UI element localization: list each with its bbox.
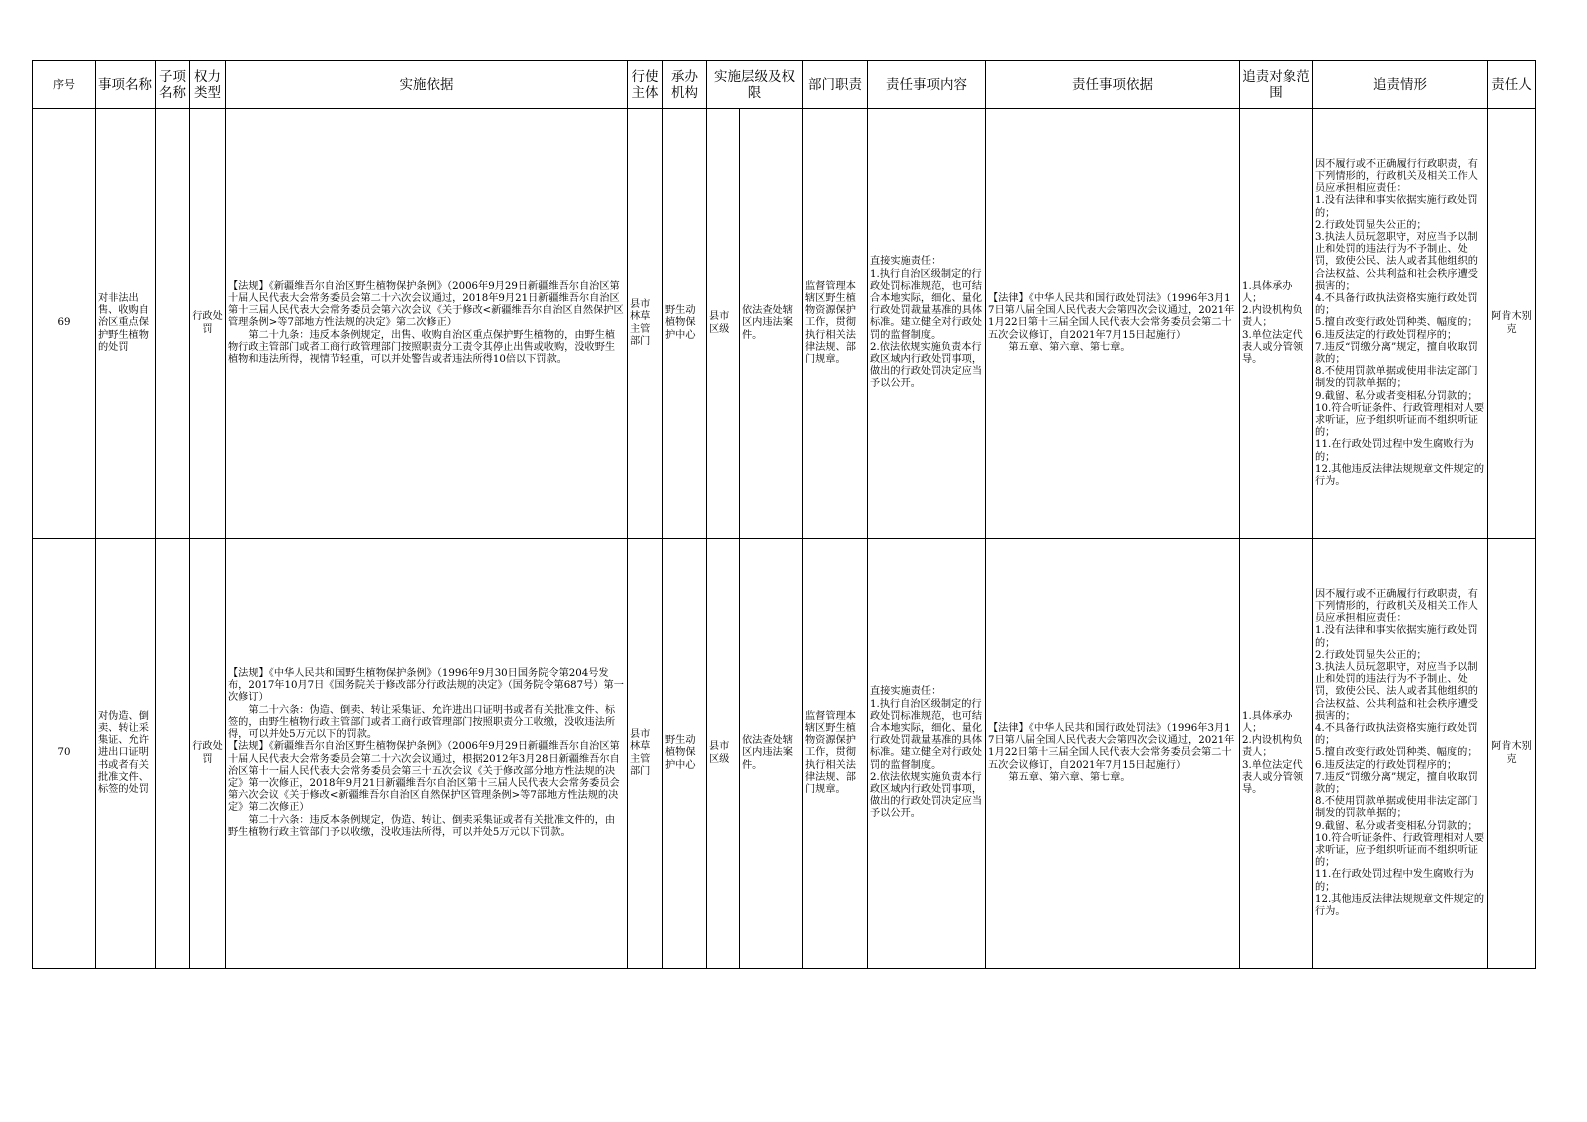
cell-target: 1.具体承办人； 2.内设机构负责人； 3.单位法定代表人或分管领导。 — [1240, 109, 1313, 539]
cell-power-type: 行政处罚 — [190, 109, 226, 539]
cell-agency: 野生动植物保护中心 — [663, 109, 707, 539]
header-level: 实施层级及权限 — [707, 61, 803, 109]
cell-item-name: 对伪造、倒卖、转让采集证、允许进出口证明书或者有关批准文件、标签的处罚 — [96, 539, 156, 969]
header-duty: 部门职责 — [803, 61, 868, 109]
cell-person: 阿肯木别克 — [1488, 109, 1536, 539]
cell-seq: 70 — [33, 539, 96, 969]
cell-item-name: 对非法出售、收购自治区重点保护野生植物的处罚 — [96, 109, 156, 539]
cell-duty: 监督管理本辖区野生植物资源保护工作，贯彻执行相关法律法规、部门规章。 — [803, 539, 868, 969]
cell-situation: 因不履行或不正确履行行政职责，有下列情形的，行政机关及相关工作人员应承担相应责任： 1.没有法律和事实依据实施行政处罚的； 2.行政处罚显失公正的； 3.执法人员玩忽职守，对应当予以制止和处罚的违法行为不予制止、处罚，致使公民、法人或者其他组织的合法权益、公共利益和社会秩序遭受损害的； 4.不具备行政执法资格实施行政处罚的； 5.擅自改变行政处罚种类、幅度的； 6.违反法定的行政处罚程序的； 7.违反“罚缴分离”规定，擅自收取罚款的； 8.不使用罚款单据或使用非法定部门制发的罚款单据的； 9.截留、私分或者变相私分罚款的； 10.符合听证条件、行政管理相对人要求听证，应予组织听证而不组织听证的； 11.在行政处罚过程中发生腐败行为的； 12.其他违反法律法规规章文件规定的行为。 — [1313, 109, 1488, 539]
responsibility-table — [32, 60, 1536, 969]
header-resp-content: 责任事项内容 — [868, 61, 986, 109]
header-power-type: 权力类型 — [190, 61, 226, 109]
table-row — [33, 109, 1536, 539]
cell-target: 1.具体承办人； 2.内设机构负责人； 3.单位法定代表人或分管领导。 — [1240, 539, 1313, 969]
header-agency: 承办机构 — [663, 61, 707, 109]
cell-resp-basis: 【法律】《中华人民共和国行政处罚法》（1996年3月17日第八届全国人民代表大会第四次会议通过，2021年1月22日第十三届全国人民代表大会常务委员会第二十五次会议修订，自2021年7月15日起施行） 第五章、第六章、第七章。 — [986, 109, 1240, 539]
cell-seq: 69 — [33, 109, 96, 539]
header-row — [33, 61, 1536, 109]
header-sub-item: 子项名称 — [156, 61, 190, 109]
header-seq: 序号 — [33, 61, 96, 109]
cell-subject: 县市林草主管部门 — [628, 539, 663, 969]
cell-resp-basis: 【法律】《中华人民共和国行政处罚法》（1996年3月17日第八届全国人民代表大会第四次会议通过，2021年1月22日第十三届全国人民代表大会常务委员会第二十五次会议修订，自2021年7月15日起施行） 第五章、第六章、第七章。 — [986, 539, 1240, 969]
table-row — [33, 539, 1536, 969]
cell-agency: 野生动植物保护中心 — [663, 539, 707, 969]
cell-resp-content: 直接实施责任： 1.执行自治区级制定的行政处罚标准规范，也可结合本地实际，细化、量化行政处罚裁量基准的具体标准。建立健全对行政处罚的监督制度。 2.依法依规实施负责本行政区域内行政处罚事项，做出的行政处罚决定应当予以公开。 — [868, 539, 986, 969]
header-situation: 追责情形 — [1313, 61, 1488, 109]
header-person: 责任人 — [1488, 61, 1536, 109]
cell-resp-content: 直接实施责任： 1.执行自治区级制定的行政处罚标准规范，也可结合本地实际，细化、量化行政处罚裁量基准的具体标准。建立健全对行政处罚的监督制度。 2.依法依规实施负责本行政区域内行政处罚事项，做出的行政处罚决定应当予以公开。 — [868, 109, 986, 539]
cell-level-a: 县市区级 — [707, 539, 740, 969]
header-resp-basis: 责任事项依据 — [986, 61, 1240, 109]
header-target: 追责对象范围 — [1240, 61, 1313, 109]
cell-sub-item — [156, 109, 190, 539]
cell-level-b: 依法查处辖区内违法案件。 — [740, 539, 803, 969]
cell-subject: 县市林草主管部门 — [628, 109, 663, 539]
cell-duty: 监督管理本辖区野生植物资源保护工作，贯彻执行相关法律法规、部门规章。 — [803, 109, 868, 539]
cell-power-type: 行政处罚 — [190, 539, 226, 969]
cell-level-b: 依法查处辖区内违法案件。 — [740, 109, 803, 539]
header-item-name: 事项名称 — [96, 61, 156, 109]
header-subject: 行使主体 — [628, 61, 663, 109]
cell-person: 阿肯木别克 — [1488, 539, 1536, 969]
cell-basis: 【法规】《中华人民共和国野生植物保护条例》（1996年9月30日国务院令第204号发布，2017年10月7日《国务院关于修改部分行政法规的决定》（国务院令第687号）第一次修订） 第二十六条：伪造、倒卖、转让采集证、允许进出口证明书或者有关批准文件、标签的，由野生植物行政主管部门或者工商行政管理部门按照职责分工收缴，没收违法所得，可以并处5万元以下的罚款。 【法规】《新疆维吾尔自治区野生植物保护条例》（2006年9月29日新疆维吾尔自治区第十届人民代表大会常务委员会第二十六次会议通过，根据2012年3月28日新疆维吾尔自治区第十一届人民代表大会常务委员会第三十五次会议《关于修改部分地方性法规的决定》第一次修正，2018年9月21日新疆维吾尔自治区第十三届人民代表大会常务委员会第六次会议《关于修改<新疆维吾尔自治区自然保护区管理条例>等7部地方性法规的决定》第二次修正） 第二十六条：违反本条例规定，伪造、转让、倒卖采集证或者有关批准文件的，由野生植物行政主管部门予以收缴，没收违法所得，可以并处5万元以下罚款。 — [226, 539, 628, 969]
header-basis: 实施依据 — [226, 61, 628, 109]
cell-situation: 因不履行或不正确履行行政职责，有下列情形的，行政机关及相关工作人员应承担相应责任： 1.没有法律和事实依据实施行政处罚的； 2.行政处罚显失公正的； 3.执法人员玩忽职守，对应当予以制止和处罚的违法行为不予制止、处罚，致使公民、法人或者其他组织的合法权益、公共利益和社会秩序遭受损害的； 4.不具备行政执法资格实施行政处罚的； 5.擅自改变行政处罚种类、幅度的； 6.违反法定的行政处罚程序的； 7.违反“罚缴分离”规定，擅自收取罚款的； 8.不使用罚款单据或使用非法定部门制发的罚款单据的； 9.截留、私分或者变相私分罚款的； 10.符合听证条件、行政管理相对人要求听证，应予组织听证而不组织听证的； 11.在行政处罚过程中发生腐败行为的； 12.其他违反法律法规规章文件规定的行为。 — [1313, 539, 1488, 969]
cell-sub-item — [156, 539, 190, 969]
cell-basis: 【法规】《新疆维吾尔自治区野生植物保护条例》（2006年9月29日新疆维吾尔自治区第十届人民代表大会常务委员会第二十六次会议通过，2018年9月21日新疆维吾尔自治区第十三届人民代表大会常务委员会第六次会议《关于修改<新疆维吾尔自治区自然保护区管理条例>等7部地方性法规的决定》第二次修正） 第二十九条：违反本条例规定，出售、收购自治区重点保护野生植物的，由野生植物行政主管部门或者工商行政管理部门按照职责分工责令其停止出售或收购，没收野生植物和违法所得，视情节轻重，可以并处警告或者违法所得10倍以下罚款。 — [226, 109, 628, 539]
cell-level-a: 县市区级 — [707, 109, 740, 539]
